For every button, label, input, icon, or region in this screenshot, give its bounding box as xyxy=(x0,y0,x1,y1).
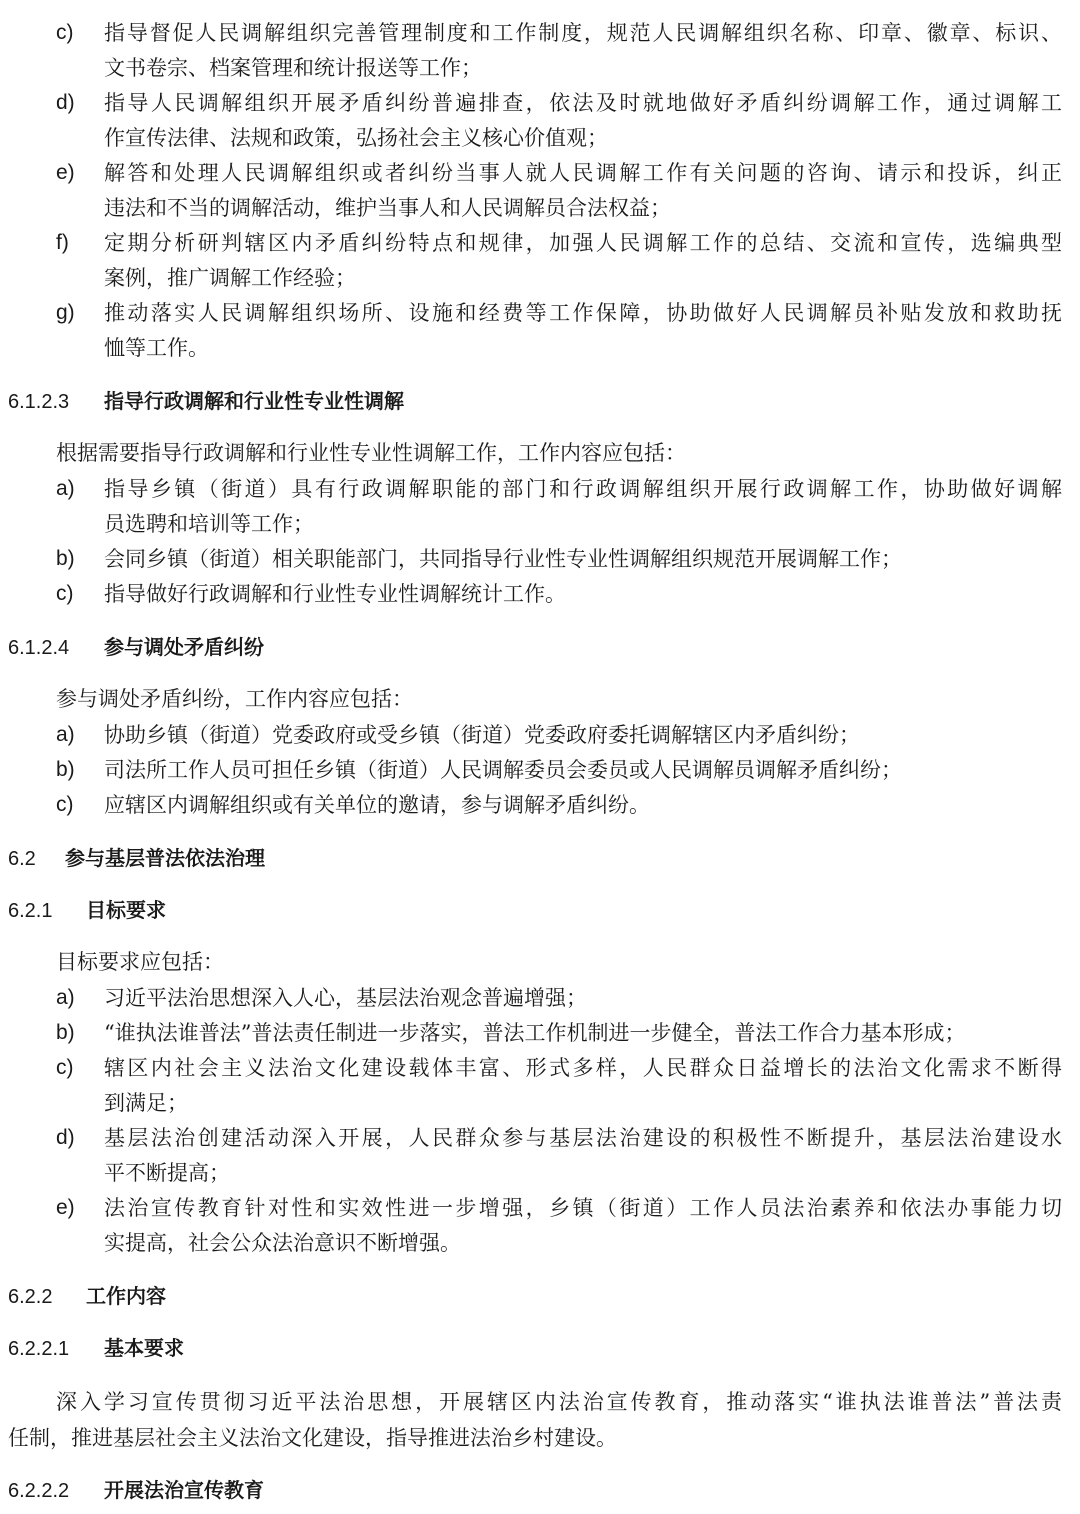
list-marker: e) xyxy=(56,1196,75,1219)
section-title: 参与基层普法依法治理 xyxy=(65,846,265,870)
list-marker: a) xyxy=(56,986,75,1009)
text-line: 指导乡镇（街道）具有行政调解职能的部门和行政调解组织开展行政调解工作，协助做好调解 xyxy=(104,477,1062,501)
text-line: 案例，推广调解工作经验； xyxy=(104,266,356,290)
list-marker: f) xyxy=(56,231,69,254)
section-title: 参与调处矛盾纠纷 xyxy=(104,635,264,659)
section-title: 指导行政调解和行业性专业性调解 xyxy=(104,389,404,413)
list-marker: c) xyxy=(56,1056,74,1079)
list-marker: c) xyxy=(56,582,74,605)
text-line: 目标要求应包括： xyxy=(56,950,224,974)
section-number: 6.2 xyxy=(8,848,36,870)
text-line: 到满足； xyxy=(104,1091,188,1115)
section-heading xyxy=(8,846,265,871)
list-marker: b) xyxy=(56,547,75,570)
list-marker: d) xyxy=(56,91,75,114)
text-line: 恤等工作。 xyxy=(104,336,209,360)
text-line: 解答和处理人民调解组织或者纠纷当事人就人民调解工作有关问题的咨询、请示和投诉，纠正 xyxy=(104,161,1062,185)
text-line: 作宣传法律、法规和政策，弘扬社会主义核心价值观； xyxy=(104,126,608,150)
section-title: 基本要求 xyxy=(104,1336,184,1360)
text-line: 定期分析研判辖区内矛盾纠纷特点和规律，加强人民调解工作的总结、交流和宣传，选编典型 xyxy=(104,231,1062,255)
section-title: 开展法治宣传教育 xyxy=(104,1478,264,1502)
text-line: 会同乡镇（街道）相关职能部门，共同指导行业性专业性调解组织规范开展调解工作； xyxy=(104,547,902,571)
list-marker: b) xyxy=(56,758,75,781)
text-line: 任制，推进基层社会主义法治文化建设，指导推进法治乡村建设。 xyxy=(8,1426,617,1450)
list-marker: c) xyxy=(56,21,74,44)
section-number: 6.2.1 xyxy=(8,900,53,922)
section-number: 6.1.2.4 xyxy=(8,637,70,659)
text-line: 违法和不当的调解活动，维护当事人和人民调解员合法权益； xyxy=(104,196,671,220)
list-marker: d) xyxy=(56,1126,75,1149)
section-heading xyxy=(8,1336,184,1361)
list-marker: e) xyxy=(56,161,75,184)
list-marker: a) xyxy=(56,723,75,746)
text-line: 实提高，社会公众法治意识不断增强。 xyxy=(104,1231,461,1255)
text-line: 指导做好行政调解和行业性专业性调解统计工作。 xyxy=(104,582,566,606)
text-line: 参与调处矛盾纠纷，工作内容应包括： xyxy=(56,687,413,711)
section-title: 工作内容 xyxy=(86,1284,166,1308)
section-number: 6.2.2.2 xyxy=(8,1480,70,1502)
text-line: 平不断提高； xyxy=(104,1161,230,1185)
text-line: 根据需要指导行政调解和行业性专业性调解工作，工作内容应包括： xyxy=(56,441,686,465)
section-number: 6.2.2.1 xyxy=(8,1338,70,1360)
section-heading xyxy=(8,1284,166,1309)
text-line: 协助乡镇（街道）党委政府或受乡镇（街道）党委政府委托调解辖区内矛盾纠纷； xyxy=(104,723,860,747)
text-line: 法治宣传教育针对性和实效性进一步增强，乡镇（街道）工作人员法治素养和依法办事能力切 xyxy=(104,1196,1062,1220)
text-line: 推动落实人民调解组织场所、设施和经费等工作保障，协助做好人民调解员补贴发放和救助抚 xyxy=(104,301,1062,325)
text-line: “谁执法谁普法”普法责任制进一步落实，普法工作机制进一步健全，普法工作合力基本形成； xyxy=(104,1021,966,1045)
section-heading xyxy=(8,1478,264,1503)
text-line: 深入学习宣传贯彻习近平法治思想，开展辖区内法治宣传教育，推动落实“谁执法谁普法”普法责 xyxy=(56,1390,1062,1414)
section-heading xyxy=(8,898,166,923)
text-line: 员选聘和培训等工作； xyxy=(104,512,314,536)
section-title: 目标要求 xyxy=(86,898,166,922)
list-marker: a) xyxy=(56,477,75,500)
text-line: 文书卷宗、档案管理和统计报送等工作； xyxy=(104,56,482,80)
text-line: 指导督促人民调解组织完善管理制度和工作制度，规范人民调解组织名称、印章、徽章、标识、 xyxy=(104,21,1062,45)
section-heading xyxy=(8,635,264,660)
text-line: 辖区内社会主义法治文化建设载体丰富、形式多样，人民群众日益增长的法治文化需求不断得 xyxy=(104,1056,1062,1080)
list-marker: c) xyxy=(56,793,74,816)
text-line: 司法所工作人员可担任乡镇（街道）人民调解委员会委员或人民调解员调解矛盾纠纷； xyxy=(104,758,902,782)
text-line: 指导人民调解组织开展矛盾纠纷普遍排查，依法及时就地做好矛盾纠纷调解工作，通过调解工 xyxy=(104,91,1062,115)
section-number: 6.2.2 xyxy=(8,1286,53,1308)
text-line: 基层法治创建活动深入开展，人民群众参与基层法治建设的积极性不断提升，基层法治建设水 xyxy=(104,1126,1062,1150)
list-marker: b) xyxy=(56,1021,75,1044)
list-marker: g) xyxy=(56,301,75,324)
section-number: 6.1.2.3 xyxy=(8,391,70,413)
section-heading xyxy=(8,389,404,414)
text-line: 应辖区内调解组织或有关单位的邀请，参与调解矛盾纠纷。 xyxy=(104,793,650,817)
text-line: 习近平法治思想深入人心，基层法治观念普遍增强； xyxy=(104,986,587,1010)
